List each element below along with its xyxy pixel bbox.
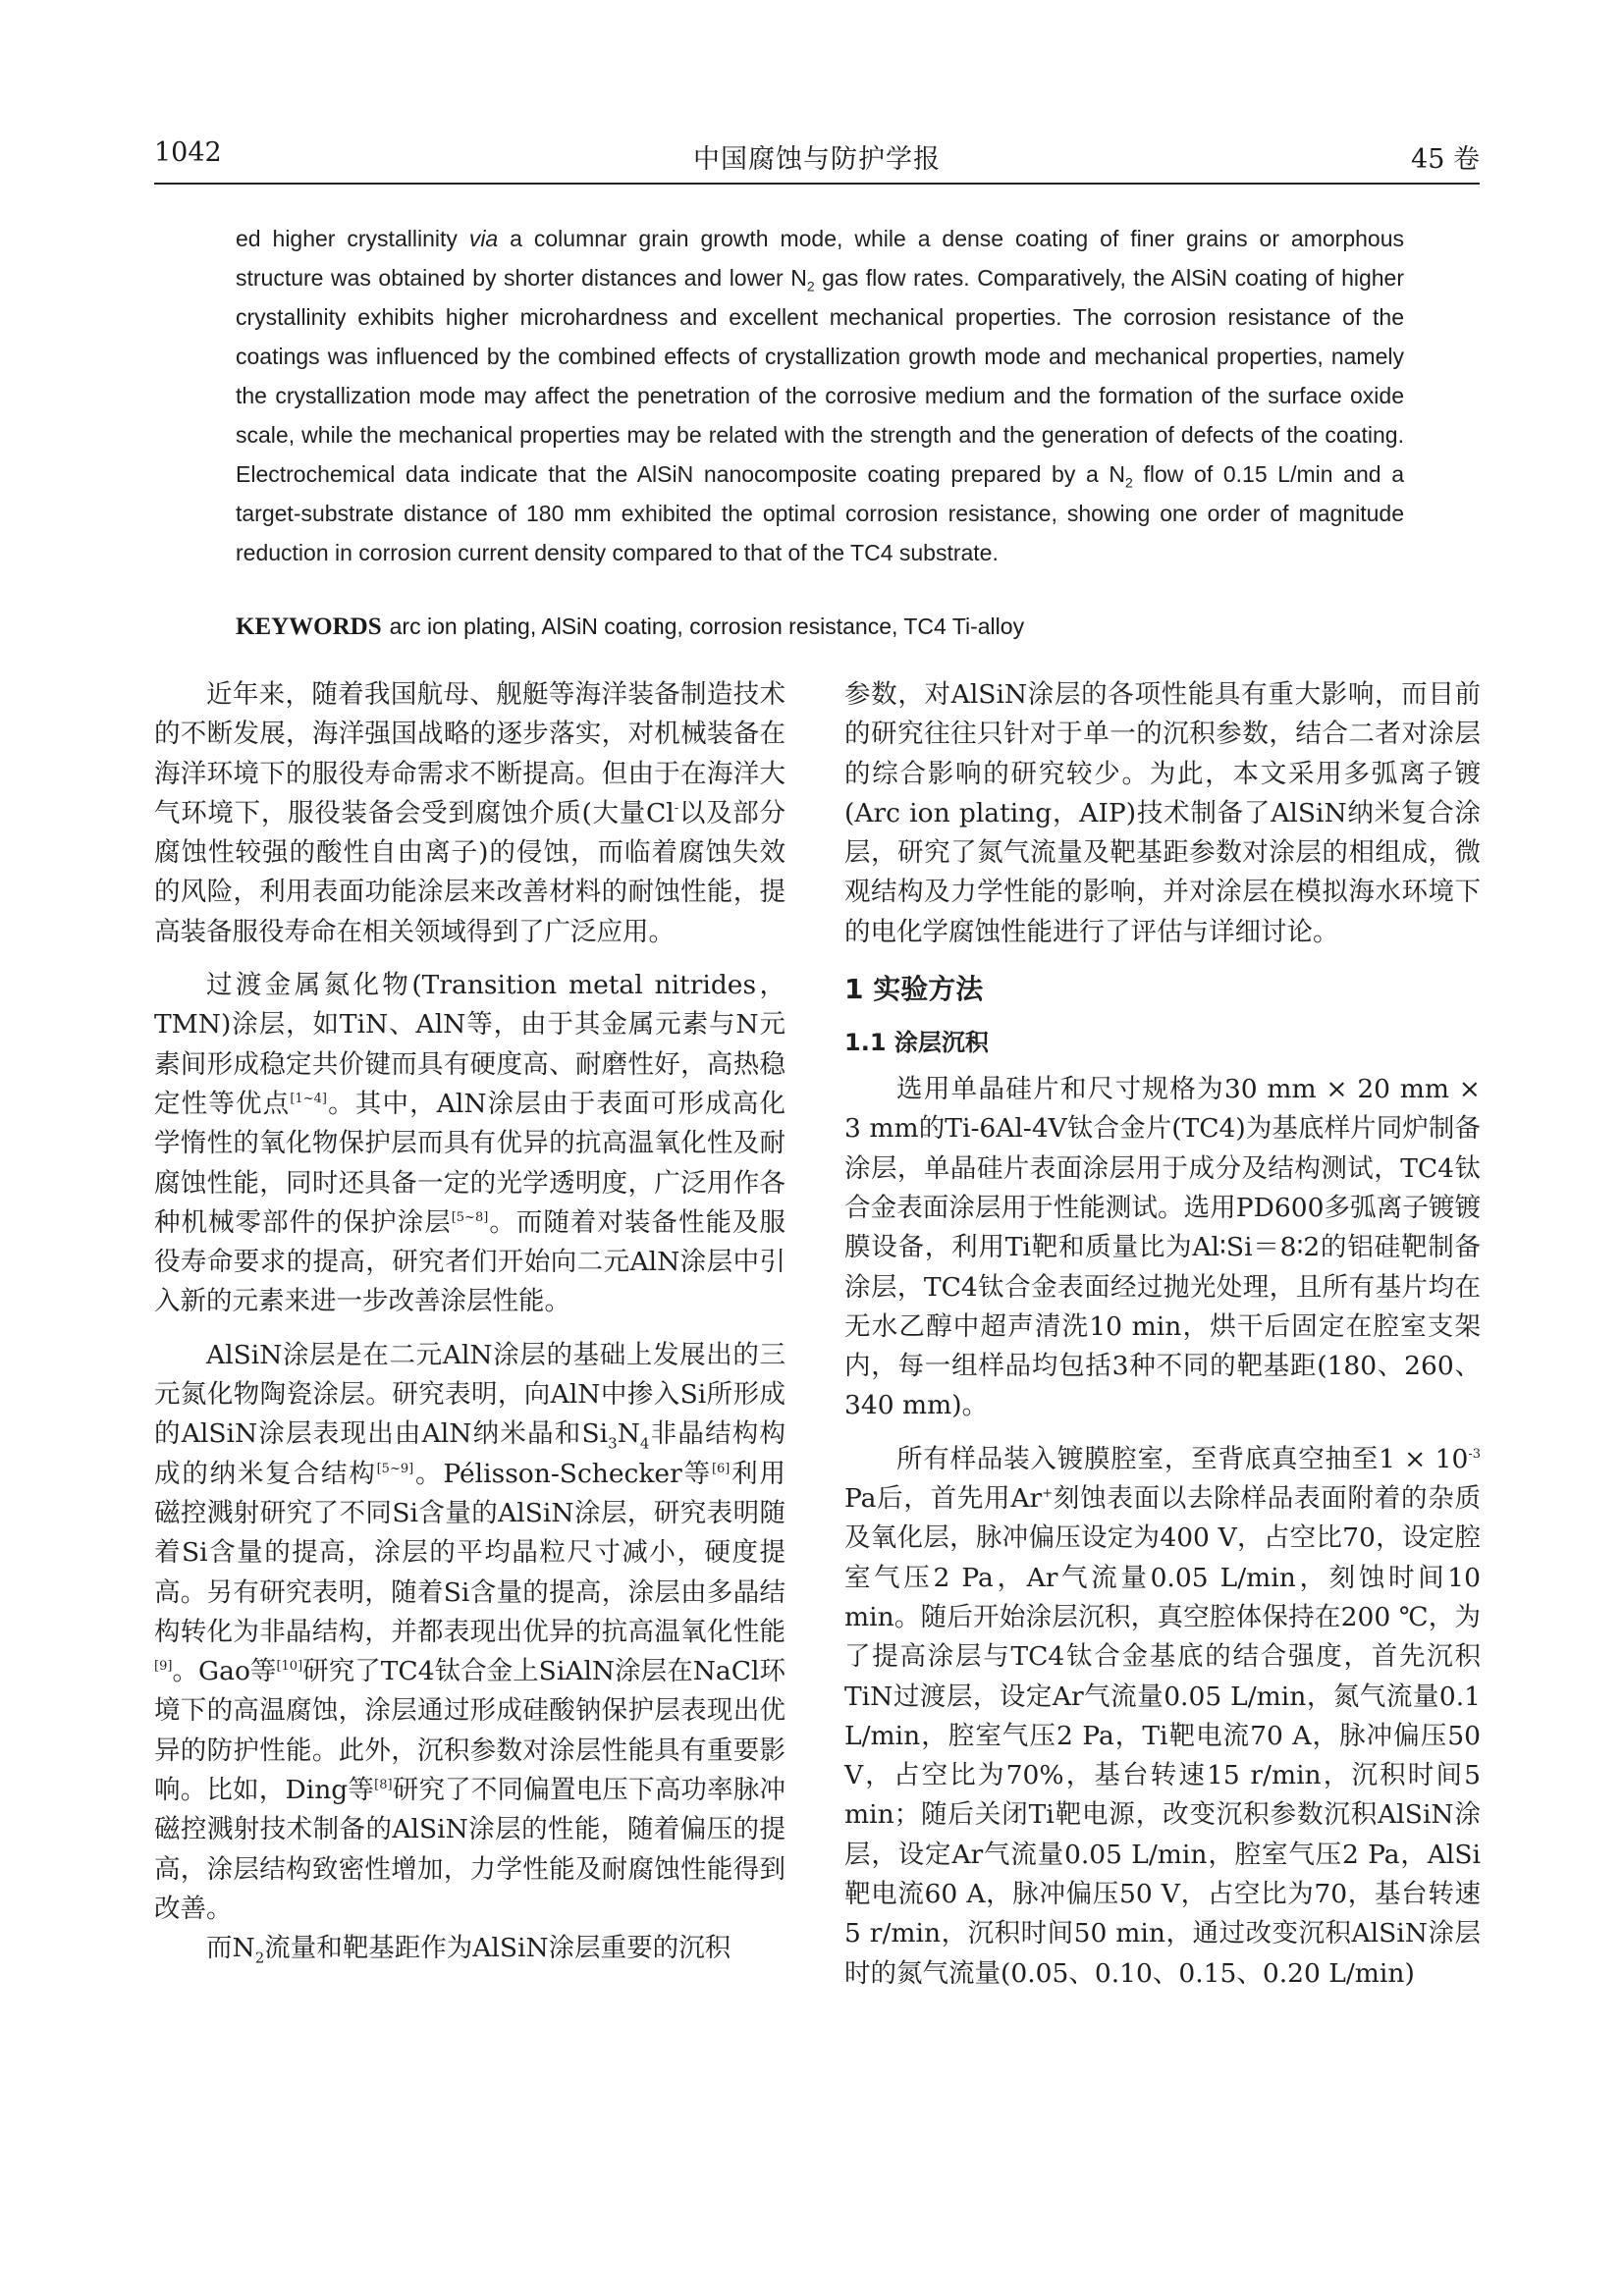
citation: [5~9] [376, 1461, 414, 1476]
body-paragraph: 而$N_2$流量和靶基距作为AlSiN涂层重要的沉积 [206, 1933, 731, 1967]
body-paragraph: 过渡金属氮化物(Transition metal nitrides，TMN)涂层，如TiN、AlN等，由于其金属元素与N元素间形成稳定共价键而具有硬度高、耐磨性好，高热稳定性等优点[1~4]。其中，AlN涂层由于表面可形成高化学惰性的氧化物保护层而具有优异的抗高温氧化性及耐腐蚀性能，同时还具备一定的光学透明度，广泛用作各种机械零部件的保护涂层[5~8]。而随着对装备性能及服役寿命要求的提高，研究者们开始向二元AlN涂层中引入新的元素来进一步改善涂层性能。 [154, 970, 786, 1317]
english-abstract [236, 219, 1404, 572]
italic-via: via [468, 226, 499, 251]
citation: [5~8] [451, 1210, 489, 1226]
subsection-title: 1.1 涂层沉积 [844, 1029, 989, 1057]
volume-label: 45 卷 [1411, 144, 1480, 175]
section-title: 1 实验方法 [844, 973, 984, 1006]
abstract-paragraph: ed higher crystallinity via a columnar grain growth mode, while a dense coating of finer grains or amorphous structure was obtained by shorter distances and lower $N_2$ gas flow rates. Comparatively, the AlSiN coating of higher crystallinity exhibits higher microhardness and excellent mechanical properties. The corrosion resistance of the coatings was influenced by the combined effects of crystallization growth mode and mechanical properties, namely the crystallization mode may affect the penetration of the corrosive medium and the formation of the surface oxide scale, while the mechanical properties may be related with the strength and the generation of defects of the coating. Electrochemical data indicate that the AlSiN nanocomposite coating prepared by a $N_2$ flow of 0.15 L/min and a target-substrate distance of 180 mm exhibited the optimal corrosion resistance, showing one order of magnitude reduction in corrosion current density compared to that of the TC4 substrate. [236, 226, 1405, 565]
body-paragraph: 近年来，随着我国航母、舰艇等海洋装备制造技术的不断发展，海洋强国战略的逐步落实，对机械装备在海洋环境下的服役寿命需求不断提高。但由于在海洋大气环境下，服役装备会受到腐蚀介质(大量Cl-以及部分腐蚀性较强的酸性自由离子)的侵蚀，而临着腐蚀失效的风险，利用表面功能涂层来改善材料的耐蚀性能，提高装备服役寿命在相关领域得到了广泛应用。 [154, 679, 786, 947]
citation: [6] [711, 1461, 731, 1476]
citation: [8] [374, 1778, 393, 1793]
keywords-text: arc ion plating, AlSiN coating, corrosion resistance, TC4 Ti-alloy [389, 614, 1025, 639]
running-header [154, 137, 1480, 185]
keywords-line [236, 614, 1404, 641]
journal-title: 中国腐蚀与防护学报 [693, 144, 941, 175]
body-paragraph: 参数，对AlSiN涂层的各项性能具有重大影响，而目前的研究往往只针对于单一的沉积参数，结合二者对涂层的综合影响的研究较少。为此，本文采用多弧离子镀(Arc ion plating，AIP)技术制备了AlSiN纳米复合涂层，研究了氮气流量及靶基距参数对涂层的相组成，微观结构及力学性能的影响，并对涂层在模拟海水环境下的电化学腐蚀性能进行了评估与详细讨论。 [844, 679, 1481, 947]
citation: [9] [154, 1659, 173, 1675]
citation: [1~4] [290, 1092, 327, 1107]
left-column [154, 675, 785, 1969]
body-paragraph: 所有样品装入镀膜腔室，至背底真空抽至$1 \times 10^{-3}$ Pa后，首先用Ar+刻蚀表面以去除样品表面附着的杂质及氧化层，脉冲偏压设定为400 V，占空比70，设定腔室气压2 Pa，Ar气流量0.05 L/min，刻蚀时间10 min。随后开始涂层沉积，真空腔体保持在200 ℃，为了提高涂层与TC4钛合金基底的结合强度，首先沉积TiN过渡层，设定Ar气流量0.05 L/min，氮气流量0.1 L/min，腔室气压2 Pa，Ti靶电流70 A，脉冲偏压50 V，占空比为70%，基台转速15 r/min，沉积时间5 min；随后关闭Ti靶电源，改变沉积参数沉积AlSiN涂层，设定Ar气流量0.05 L/min，腔室气压2 Pa，AlSi靶电流60 A，脉冲偏压50 V，占空比为70，基台转速5 r/min，沉积时间50 min，通过改变沉积AlSiN涂层时的氮气流量(0.05、0.10、0.15、0.20 L/min) [844, 1443, 1481, 1989]
citation: [10] [276, 1659, 303, 1675]
page-number: 1042 [154, 137, 222, 168]
body-paragraph: AlSiN涂层是在二元AlN涂层的基础上发展出的三元氮化物陶瓷涂层。研究表明，向AlN中掺入Si所形成的AlSiN涂层表现出由AlN纳米晶和$Si_3N_4$非晶结构构成的纳米复合结构[5~9]。Pélisson-Schecker等[6]利用磁控溅射研究了不同Si含量的AlSiN涂层，研究表明随着Si含量的提高，涂层的平均晶粒尺寸减小，硬度提高。另有研究表明，随着Si含量的提高，涂层由多晶结构转化为非晶结构，并都表现出优异的抗高温氧化性能[9]。Gao等[10]研究了TC4钛合金上SiAlN涂层在NaCl环境下的高温腐蚀，涂层通过形成硅酸钠保护层表现出优异的防护性能。此外，沉积参数对涂层性能具有重要影响。比如，Ding等[8]研究了不同偏置电压下高功率脉冲磁控溅射技术制备的AlSiN涂层的性能，随着偏压的提高，涂层结构致密性增加，力学性能及耐腐蚀性能得到改善。 [154, 1339, 786, 1924]
right-column [844, 675, 1481, 1994]
body-paragraph: 选用单晶硅片和尺寸规格为30 mm × 20 mm × 3 mm的Ti-6Al-4V钛合金片(TC4)为基底样片同炉制备涂层，单晶硅片表面涂层用于成分及结构测试，TC4钛合金表面涂层用于性能测试。选用PD600多弧离子镀镀膜设备，利用Ti靶和质量比为Al∶Si＝8∶2的铝硅靶制备涂层，TC4钛合金表面经过抛光处理，且所有基片均在无水乙醇中超声清洗10 min，烘干后固定在腔室支架内，每一组样品均包括3种不同的靶基距(180、260、340 mm)。 [844, 1074, 1481, 1421]
keywords-label: KEYWORDS [236, 614, 382, 640]
